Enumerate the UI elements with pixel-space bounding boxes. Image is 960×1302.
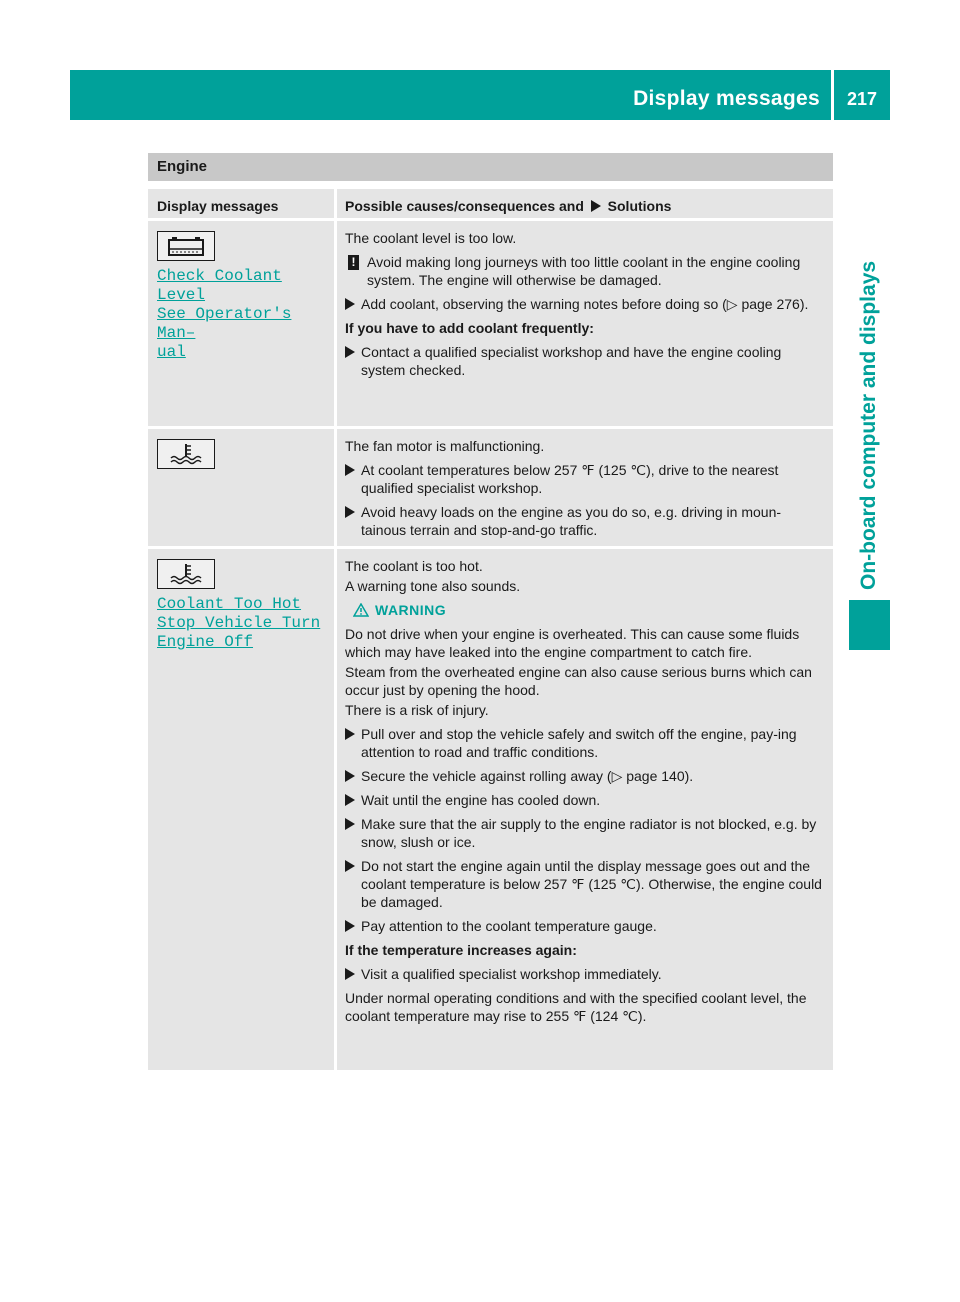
display-message-line: Check Coolant Level xyxy=(157,267,282,304)
closing-note: Under normal operating conditions and with the specified coolant level, the coolant temperature may rise to 255 ℉ (124 ℃). xyxy=(345,990,807,1024)
page-number: 217 xyxy=(846,89,878,109)
action-arrow-icon xyxy=(345,298,355,310)
action-step-text: Make sure that the air supply to the engine radiator is not blocked, e.g. by snow, slush or ice. xyxy=(361,816,817,850)
action-step-text: Add coolant, observing the warning notes before doing so (▷ page 276). xyxy=(361,296,809,312)
coolant-temperature-icon xyxy=(157,559,215,589)
action-arrow-icon xyxy=(345,818,355,830)
action-step xyxy=(345,503,825,539)
action-arrow-icon xyxy=(345,728,355,740)
action-step xyxy=(345,791,825,809)
table-row xyxy=(148,221,833,426)
action-step xyxy=(345,815,825,851)
damage-note-text: Avoid making long journeys with too little coolant in the engine cooling system. The engine will otherwise be damaged. xyxy=(367,254,801,288)
action-step-text: Visit a qualified specialist workshop immediately. xyxy=(361,966,662,982)
action-arrow-icon xyxy=(591,200,601,212)
action-step-text: Do not start the engine again until the display message goes out and the coolant temperature is below 257 ℉ (125 ℃). Otherwise, the engine could be damaged. xyxy=(361,858,822,910)
action-step-text: Secure the vehicle against rolling away (▷ page 140). xyxy=(361,768,694,784)
action-step xyxy=(345,917,825,935)
action-arrow-icon xyxy=(345,860,355,872)
message-cell xyxy=(148,549,334,1070)
subheading: If you have to add coolant frequently: xyxy=(345,320,594,336)
action-step xyxy=(345,295,825,313)
action-step-text: Wait until the engine has cooled down. xyxy=(361,792,601,808)
display-message-line: ual xyxy=(157,343,186,361)
coolant-level-icon xyxy=(157,231,215,261)
action-step-text: At coolant temperatures below 257 ℉ (125 ℃), drive to the nearest qualified specialist workshop. xyxy=(361,462,779,496)
action-step xyxy=(345,965,825,983)
display-message-line: See Operator's Man– xyxy=(157,305,292,342)
action-step xyxy=(345,343,825,379)
page-header xyxy=(70,70,890,120)
side-tab-marker xyxy=(849,600,890,650)
warning-text: Do not drive when your engine is overheated. This can cause some fluids which may have leaked into the engine compartment to catch fire. xyxy=(345,626,800,660)
exclamation-icon: ! xyxy=(348,255,359,270)
action-arrow-icon xyxy=(345,464,355,476)
solution-cell xyxy=(337,221,833,426)
action-arrow-icon xyxy=(345,346,355,358)
coolant-temperature-icon xyxy=(157,439,215,469)
action-arrow-icon xyxy=(345,968,355,980)
side-tab-label: On-board computer and displays xyxy=(857,260,880,590)
action-step xyxy=(345,857,825,911)
display-messages-table xyxy=(148,189,833,1073)
action-step-text: Avoid heavy loads on the engine as you do so, e.g. driving in moun-tainous terrain and stop-and-go traffic. xyxy=(361,504,782,538)
action-step-text: Contact a qualified specialist workshop and have the engine cooling system checked. xyxy=(361,344,782,378)
cause-text: The coolant is too hot. xyxy=(345,558,483,574)
damage-note xyxy=(345,253,825,289)
action-arrow-icon xyxy=(345,770,355,782)
action-step xyxy=(345,725,825,761)
display-message-line: Engine Off xyxy=(157,633,254,651)
warning-label: WARNING xyxy=(375,602,447,618)
action-arrow-icon xyxy=(345,920,355,932)
solution-cell xyxy=(337,549,833,1070)
side-tab xyxy=(849,200,890,590)
action-step xyxy=(345,461,825,497)
column-header-messages: Display messages xyxy=(148,189,334,218)
message-cell xyxy=(148,429,334,546)
action-step xyxy=(345,767,825,785)
column-header-causes: Possible causes/consequences and xyxy=(345,198,584,214)
cause-text: The fan motor is malfunctioning. xyxy=(345,438,545,454)
column-header-solutions-label: Solutions xyxy=(607,198,672,214)
action-step-text: Pay attention to the coolant temperature gauge. xyxy=(361,918,657,934)
warning-heading xyxy=(353,601,825,619)
action-arrow-icon xyxy=(345,794,355,806)
action-step-text: Pull over and stop the vehicle safely and switch off the engine, pay-ing attention to road and traffic conditions. xyxy=(361,726,797,760)
solution-cell xyxy=(337,429,833,546)
action-arrow-icon xyxy=(345,506,355,518)
warning-text: There is a risk of injury. xyxy=(345,702,489,718)
message-cell xyxy=(148,221,334,426)
subheading: If the temperature increases again: xyxy=(345,942,577,958)
display-message-line: Coolant Too Hot xyxy=(157,595,302,613)
header-title: Display messages xyxy=(633,87,820,110)
table-row xyxy=(148,429,833,546)
cause-text: A warning tone also sounds. xyxy=(345,578,521,594)
warning-triangle-icon xyxy=(353,603,369,617)
table-row xyxy=(148,549,833,1070)
cause-text: The coolant level is too low. xyxy=(345,230,517,246)
warning-text: Steam from the overheated engine can also cause serious burns which can occur just by opening the hood. xyxy=(345,664,812,698)
section-title: Engine xyxy=(148,153,833,181)
display-message-line: Stop Vehicle Turn xyxy=(157,614,321,632)
column-header-solutions xyxy=(337,189,833,218)
table-header-row xyxy=(148,189,833,218)
